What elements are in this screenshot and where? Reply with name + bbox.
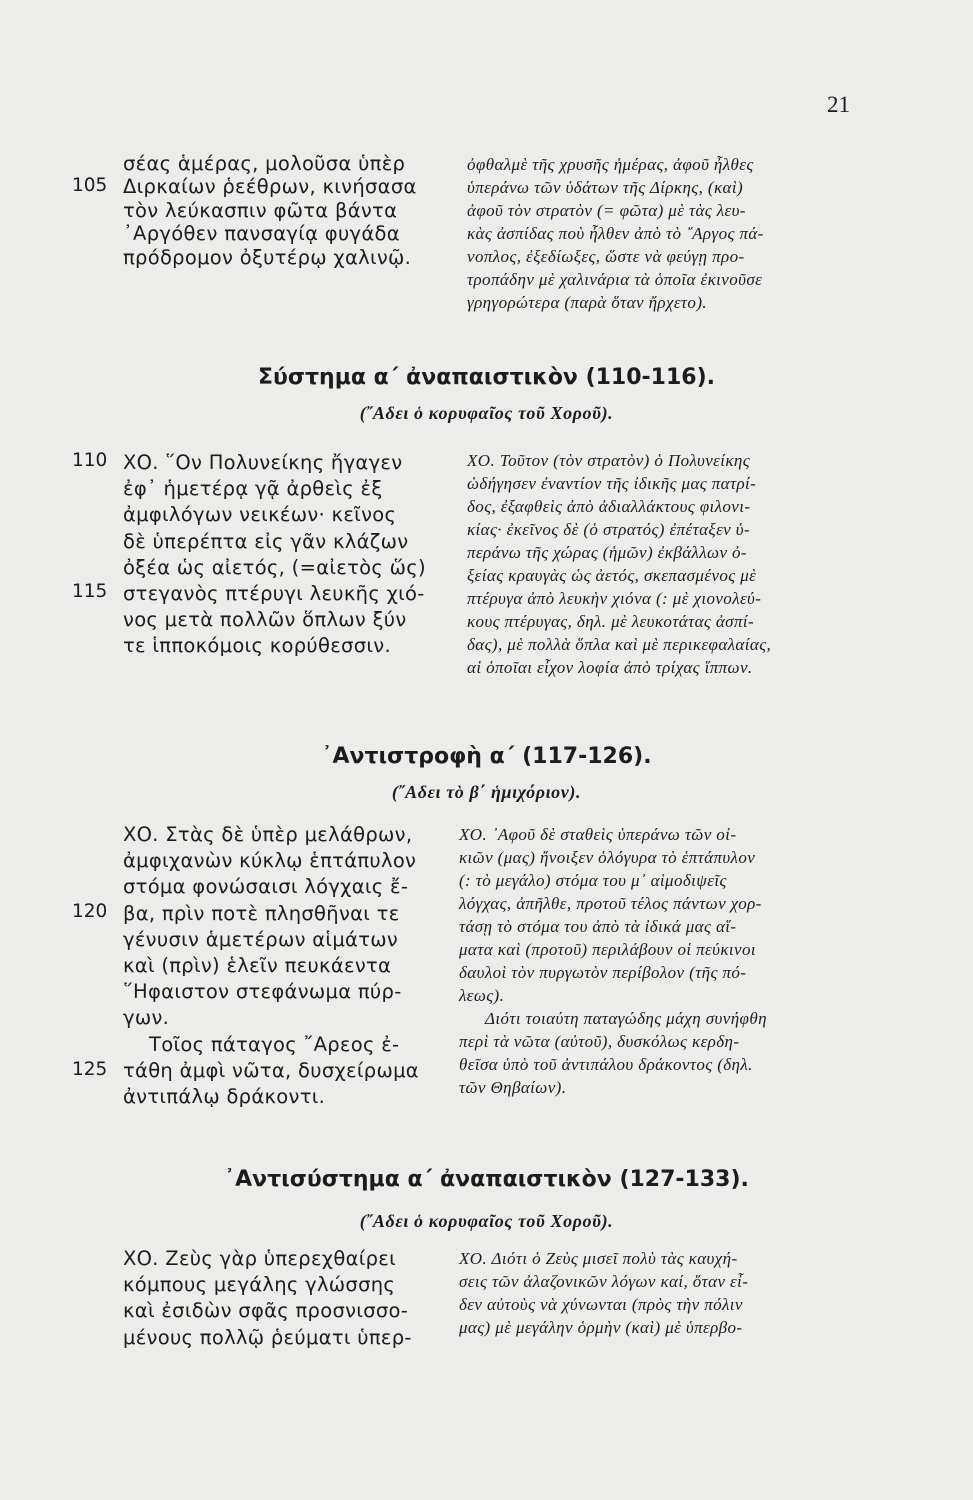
section-heading: ᾽Αντιστροφὴ α΄ (117-126).	[321, 744, 652, 769]
translation-line: δος, ἐξαφθεὶς ἀπὸ ἀδιαλλάκτους φιλονι-	[467, 497, 751, 516]
translation-line: ὡδήγησεν ἐναντίον τῆς ἰδικῆς μας πατρί-	[467, 474, 757, 493]
greek-line: στόμα φονώσαισι λόγχαις ἔ-	[123, 875, 409, 899]
greek-line: τάθη ἀμφὶ νῶτα, δυσχείρωμα	[123, 1058, 419, 1082]
line-number: 110	[72, 450, 108, 471]
translation-line: κους πτέρυγας, δηλ. μὲ λευκοτάτας ἀσπί-	[467, 612, 755, 631]
translation-line: γρηγορώτερα (παρὰ ὅταν ἤρχετο).	[467, 293, 708, 312]
greek-line: ΧΟ. Στὰς δὲ ὑπὲρ μελάθρων,	[123, 823, 413, 846]
translation-block-4	[459, 1247, 748, 1339]
translation-line: λεως).	[459, 986, 505, 1005]
translation-line: κὰς ἀσπίδας ποὺ ἦλθεν ἀπὸ τὸ ῎Αργος πά-	[467, 224, 764, 243]
translation-line: περάνω τῆς χώρας (ἡμῶν) ἐκβάλλων ὀ-	[467, 543, 747, 562]
translation-line: ὀφθαλμὲ τῆς χρυσῆς ἡμέρας, ἀφοῦ ἦλθες	[467, 155, 754, 174]
greek-line: Διρκαίων ῥεέθρων, κινήσασα	[123, 175, 417, 199]
greek-line: στεγανὸς πτέρυγι λευκῆς χιό-	[123, 582, 425, 606]
greek-line: βα, πρὶν ποτὲ πλησθῆναι τε	[123, 901, 400, 925]
translation-line: ἀφοῦ τὸν στρατὸν (= φῶτα) μὲ τὰς λευ-	[467, 201, 746, 220]
translation-line: κιῶν (μας) ἤνοιξεν ὁλόγυρα τὸ ἑπτάπυλον	[459, 848, 756, 867]
translation-line: αἱ ὁποῖαι εἶχον λοφία ἀπὸ τρίχας ἵππων.	[467, 658, 753, 677]
translation-block-2	[467, 449, 771, 679]
translation-line: νοπλος, ἐξεδίωξες, ὥστε νὰ φεύγῃ προ-	[467, 247, 745, 266]
section-subheading: (῎Αδει τὸ β΄ ἡμιχόριον).	[391, 782, 582, 802]
greek-line: ῞Ηφαιστον στεφάνωμα πύρ-	[123, 980, 402, 1004]
greek-line: σέας ἁμέρας, μολοῦσα ὑπὲρ	[123, 152, 406, 175]
translation-line: λόγχας, ἀπῆλθε, προτοῦ τέλος πάντων χορ-	[459, 894, 762, 913]
greek-line: ἀμφιχανὼν κύκλῳ ἑπτάπυλον	[123, 849, 417, 873]
greek-line: δὲ ὑπερέπτα εἰς γᾶν κλάζων	[123, 529, 409, 553]
translation-line: δεν αὐτοὺς νὰ χύνωνται (πρὸς τὴν πόλιν	[459, 1295, 743, 1314]
translation-line: ὑπεράνω τῶν ὑδάτων τῆς Δίρκης, (καὶ)	[467, 178, 744, 197]
greek-text-block-1	[123, 152, 417, 269]
greek-text-block-4	[123, 1246, 412, 1351]
section-subheading: (῎Αδει ὁ κορυφαῖος τοῦ Χοροῦ).	[359, 1211, 614, 1231]
page-number: 21	[827, 92, 850, 117]
greek-line: ΧΟ. ῞Ον Πολυνείκης ἤγαγεν	[123, 451, 403, 474]
greek-line: τε ἱπποκόμοις κορύθεσσιν.	[123, 634, 391, 658]
greek-line: καὶ (πρὶν) ἑλεῖν πευκάεντα	[123, 954, 392, 978]
translation-line: ξείας κραυγὰς ὡς ἀετός, σκεπασμένος μὲ	[467, 566, 757, 585]
greek-line: νος μετὰ πολλῶν ὅπλων ξύν	[123, 608, 407, 632]
translation-line: δας), μὲ πολλὰ ὅπλα καὶ μὲ περικεφαλαίας,	[467, 635, 772, 654]
translation-line: περὶ τὰ νῶτα (αὐτοῦ), δυσκόλως κερδη-	[459, 1032, 740, 1051]
translation-line: Διότι τοιαύτη παταγώδης μάχη συνήφθη	[485, 1009, 767, 1028]
translation-line: πτέρυγα ἀπὸ λευκὴν χιόνα (: μὲ χιονολεύ-	[467, 589, 762, 608]
translation-line: δαυλοὶ τὸν πυργωτὸν περίβολον (τῆς πό-	[459, 963, 747, 982]
greek-line: ΧΟ. Ζεὺς γὰρ ὑπερεχθαίρει	[123, 1247, 397, 1270]
line-number: 125	[72, 1059, 108, 1080]
greek-line: ἐφ᾽ ἡμετέρᾳ γᾷ ἀρθεὶς ἐξ	[123, 477, 383, 501]
section-heading: Σύστημα α΄ ἀναπαιστικὸν (110-116).	[257, 365, 716, 390]
translation-line: κίας· ἐκεῖνος δὲ (ὁ στρατός) ἐπέταξεν ὑ-	[467, 520, 751, 539]
greek-line: πρόδρομον ὀξυτέρῳ χαλινῷ.	[123, 245, 412, 269]
greek-text-block-2	[123, 450, 426, 660]
translation-block-3	[459, 823, 767, 1099]
section-subheading: (῎Αδει ὁ κορυφαῖος τοῦ Χοροῦ).	[359, 403, 614, 423]
translation-line: θεῖσα ὑπὸ τοῦ ἀντιπάλου δράκοντος (δηλ.	[459, 1055, 753, 1074]
line-number: 120	[72, 901, 108, 922]
line-number: 105	[72, 175, 108, 196]
translation-line: ΧΟ. Τοῦτον (τὸν στρατὸν) ὁ Πολυνείκης	[467, 451, 751, 470]
greek-line: γένυσιν ἁμετέρων αἱμάτων	[123, 927, 399, 951]
greek-line: μένους πολλῷ ῥεύματι ὑπερ-	[123, 1325, 412, 1349]
translation-line: μας) μὲ μεγάλην ὁρμὴν (καὶ) μὲ ὑπερβο-	[459, 1318, 743, 1337]
translation-line: ΧΟ. Διότι ὁ Ζεὺς μισεῖ πολὺ τὰς καυχή-	[459, 1249, 738, 1268]
section-heading: ᾽Αντισύστημα α΄ ἀναπαιστικὸν (127-133).	[224, 1167, 749, 1192]
greek-line: ὀξέα ὡς αἰετός, (=αἰετὸς ὥς)	[123, 555, 426, 579]
translation-line: τῶν Θηβαίων).	[459, 1078, 567, 1097]
greek-text-block-3	[123, 822, 419, 1110]
translation-line: (: τὸ μεγάλο) στόμα του μ᾽ αἱμοδιψεῖς	[459, 871, 727, 890]
line-number: 115	[72, 581, 108, 602]
greek-line: ἀντιπάλῳ δράκοντι.	[123, 1085, 326, 1109]
translation-line: ΧΟ. ᾽Αφοῦ δὲ σταθεὶς ὑπεράνω τῶν οἰ-	[459, 825, 737, 844]
translation-line: τροπάδην μὲ χαλινάρια τὰ ὁποῖα ἐκινοῦσε	[467, 270, 763, 289]
greek-line: κόμπους μεγάλης γλώσσης	[123, 1273, 396, 1297]
translation-line: σεις τῶν ἀλαζονικῶν λόγων καί, ὅταν εἶ-	[459, 1272, 749, 1291]
greek-line: ᾽Αργόθεν πανσαγίᾳ φυγάδα	[123, 222, 400, 246]
greek-line: καὶ ἐσιδὼν σφᾶς προσνισσο-	[123, 1299, 409, 1323]
greek-line: Τοῖος πάταγος ῎Αρεος ἐ-	[149, 1032, 400, 1056]
greek-line: ἀμφιλόγων νεικέων· κεῖνος	[123, 503, 397, 527]
translation-line: τάσῃ τὸ στόμα του ἀπὸ τὰ ἰδικά μας αἵ-	[459, 917, 737, 936]
greek-line: τὸν λεύκασπιν φῶτα βάντα	[123, 198, 398, 222]
greek-line: γων.	[123, 1006, 170, 1030]
translation-block-1	[467, 153, 764, 314]
translation-line: ματα καὶ (προτοῦ) περιλάβουν οἱ πεύκινοι	[459, 940, 756, 959]
